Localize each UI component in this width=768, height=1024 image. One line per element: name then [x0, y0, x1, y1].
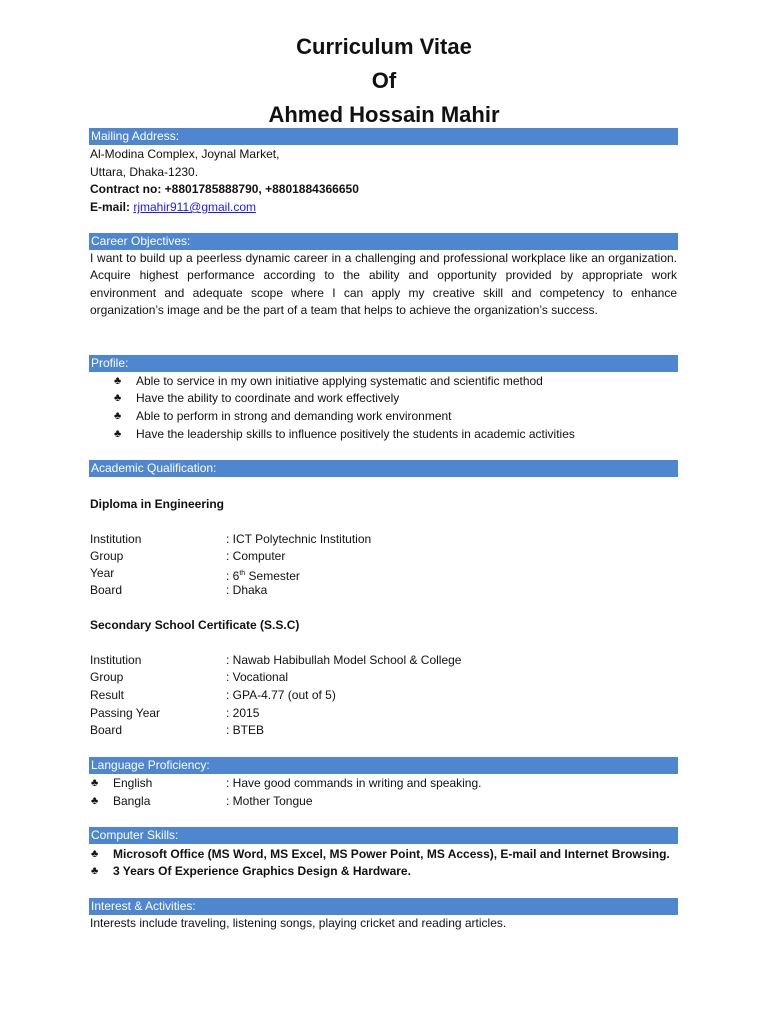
interests-text: Interests include traveling, listening songs, playing cricket and reading articles.	[90, 916, 507, 930]
email-label: E-mail:	[90, 200, 134, 214]
computer-skills-heading: Computer Skills:	[89, 827, 678, 844]
ssc-group-label: Group	[90, 670, 124, 684]
club-bullet-icon: ♣	[114, 410, 122, 422]
ssc-result-value: : GPA-4.77 (out of 5)	[226, 688, 336, 702]
diploma-group-value: : Computer	[226, 549, 286, 563]
address-line-1: Al-Modina Complex, Joynal Market,	[90, 147, 280, 161]
diploma-institution-value: : ICT Polytechnic Institution	[226, 532, 372, 546]
diploma-group-label: Group	[90, 549, 124, 563]
club-bullet-icon: ♣	[114, 428, 122, 440]
language-proficiency-heading: Language Proficiency:	[89, 757, 678, 774]
diploma-board-label: Board	[90, 583, 123, 597]
club-bullet-icon: ♣	[91, 865, 99, 877]
ssc-institution-label: Institution	[90, 653, 142, 667]
year-ordinal: th	[239, 570, 246, 577]
ssc-group-value: : Vocational	[226, 670, 289, 684]
diploma-institution-label: Institution	[90, 532, 142, 546]
year-number: : 6	[226, 569, 240, 583]
email-line	[90, 199, 256, 216]
club-bullet-icon: ♣	[91, 795, 99, 807]
language-level: : Mother Tongue	[226, 794, 313, 808]
ssc-board-label: Board	[90, 723, 123, 737]
profile-heading: Profile:	[89, 355, 678, 372]
email-link[interactable]: rjmahir911@gmail.com	[133, 200, 257, 214]
ssc-title: Secondary School Certificate (S.S.C)	[90, 618, 300, 632]
computer-skill-item: 3 Years Of Experience Graphics Design & Hardware.	[113, 864, 411, 878]
ssc-result-label: Result	[90, 688, 125, 702]
interest-activities-heading: Interest & Activities:	[89, 898, 678, 915]
language-name: Bangla	[113, 794, 151, 808]
cv-title-of: Of	[371, 68, 397, 93]
language-name: English	[113, 776, 153, 790]
ssc-board-value: : BTEB	[226, 723, 265, 737]
profile-item: Have the leadership skills to influence positively the students in academic activities	[136, 427, 575, 441]
club-bullet-icon: ♣	[91, 777, 99, 789]
mailing-address-heading: Mailing Address:	[89, 128, 678, 145]
profile-item: Able to perform in strong and demanding work environment	[136, 409, 452, 423]
contact-numbers: Contract no: +8801785888790, +8801884366650	[90, 182, 359, 196]
cv-title: Curriculum Vitae	[296, 34, 472, 59]
language-level: : Have good commands in writing and speaking.	[226, 776, 482, 790]
career-objectives-text: I want to build up a peerless dynamic career in a challenging and professional workplace like an organization. Acquire highest performance according to the ability and opportunity provided by appropriate work environment and adequate scope where I can apply my creative skill and competency to enhance organization’s image and be the part of a team that helps to achieve the organization’s success.	[90, 251, 677, 318]
diploma-year-label: Year	[90, 566, 115, 580]
ssc-passing-year-value: : 2015	[226, 706, 260, 720]
diploma-title: Diploma in Engineering	[90, 497, 225, 511]
club-bullet-icon: ♣	[114, 375, 122, 387]
computer-skill-item: Microsoft Office (MS Word, MS Excel, MS Power Point, MS Access), E-mail and Internet Browsing.	[113, 847, 670, 861]
candidate-name: Ahmed Hossain Mahir	[268, 102, 500, 127]
club-bullet-icon: ♣	[91, 848, 99, 860]
address-line-2: Uttara, Dhaka-1230.	[90, 165, 199, 179]
profile-item: Able to service in my own initiative applying systematic and scientific method	[136, 374, 543, 388]
ssc-passing-year-label: Passing Year	[90, 706, 161, 720]
club-bullet-icon: ♣	[114, 392, 122, 404]
profile-item: Have the ability to coordinate and work effectively	[136, 391, 400, 405]
ssc-institution-value: : Nawab Habibullah Model School & College	[226, 653, 462, 667]
year-unit: Semester	[245, 569, 300, 583]
academic-qualification-heading: Academic Qualification:	[89, 460, 678, 477]
career-objectives-heading: Career Objectives:	[89, 233, 678, 250]
diploma-board-value: : Dhaka	[226, 583, 268, 597]
